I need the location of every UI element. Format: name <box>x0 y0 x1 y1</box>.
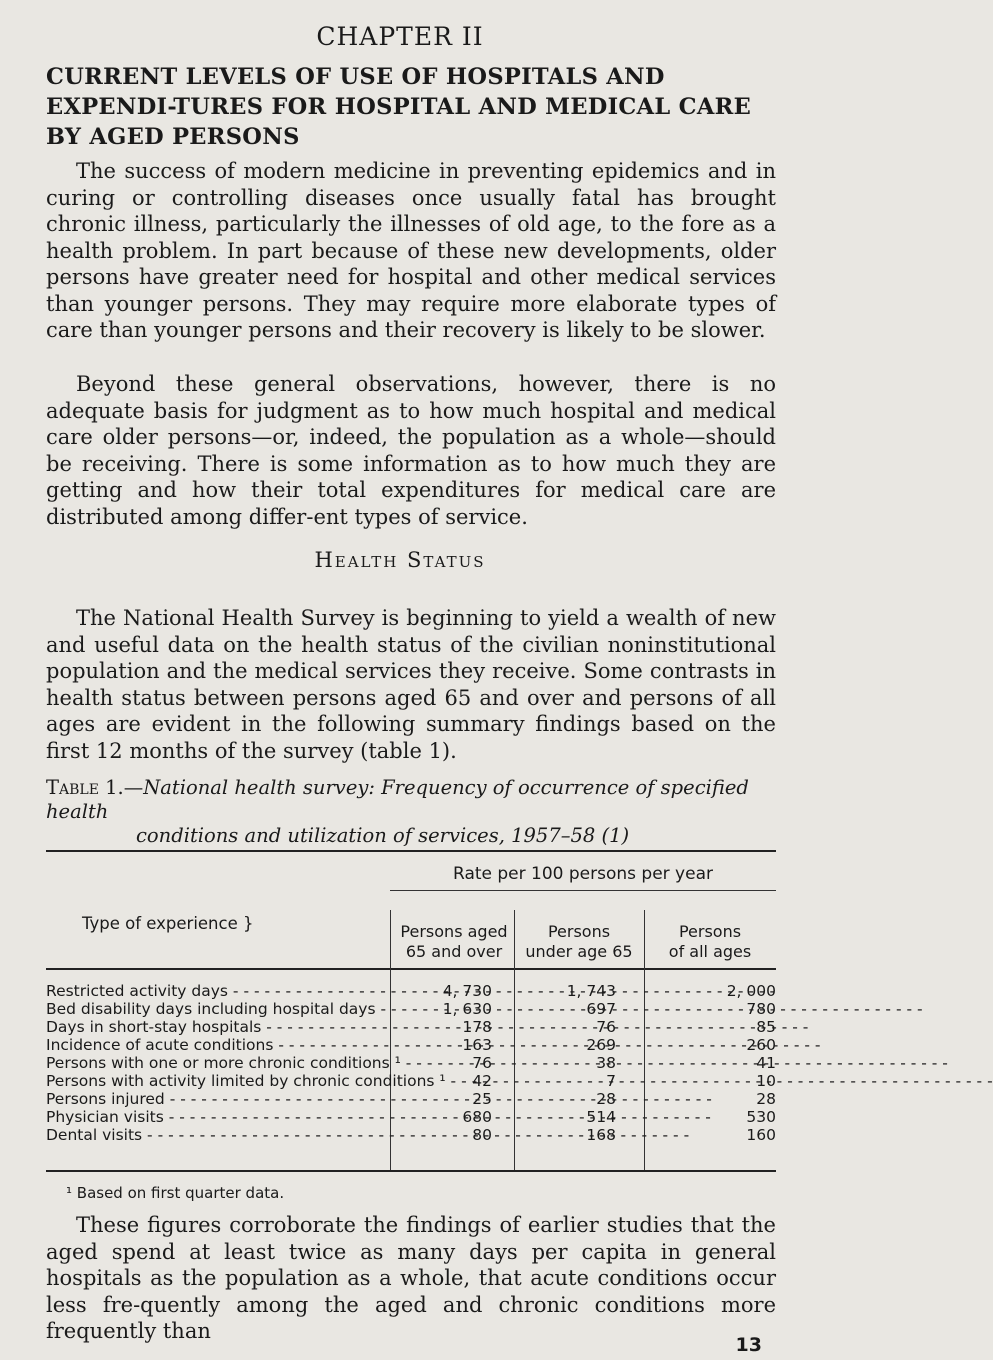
row-label: Days in short-stay hospitals - - - <box>46 1018 382 1036</box>
page-number: 13 <box>735 1334 762 1356</box>
cell-under-65: 269 <box>586 1036 616 1054</box>
cell-all-ages: 10 <box>756 1072 776 1090</box>
cell-65-and-over: 1, 630 <box>442 1000 492 1018</box>
column-header-line: under age 65 <box>525 942 633 961</box>
column-header-line: Persons <box>547 922 611 941</box>
table-caption-lead: Table 1.— <box>46 776 144 799</box>
row-label: Incidence of acute conditions - - - <box>46 1036 382 1054</box>
type-of-experience-header: Type of experience } <box>82 914 254 933</box>
cell-65-and-over: 80 <box>472 1126 492 1144</box>
cell-all-ages: 530 <box>746 1108 776 1126</box>
table-top-rule <box>46 850 776 852</box>
table-caption-line1: National health survey: Frequency of occurrence of specified health <box>46 776 749 823</box>
table-row <box>46 982 776 1000</box>
table-row <box>46 1054 776 1072</box>
cell-all-ages: 160 <box>746 1126 776 1144</box>
cell-65-and-over: 4, 730 <box>442 982 492 1000</box>
chapter-heading: CHAPTER II <box>316 22 484 51</box>
row-label: Persons injured - - - <box>46 1090 382 1108</box>
table-row <box>46 1018 776 1036</box>
paragraph: The National Health Survey is beginning to yield a wealth of new and useful data on the health status of the civilian noninstitutional population and the medical services they receive. Some contrasts in health status between persons aged 65 and over and persons of all ages are evident in the following summary findings based on the first 12 months of the survey (table 1). <box>46 606 776 763</box>
cell-under-65: 168 <box>586 1126 616 1144</box>
cell-65-and-over: 680 <box>462 1108 492 1126</box>
column-header-65-and-over <box>394 922 514 962</box>
cell-65-and-over: 76 <box>472 1054 492 1072</box>
table-row <box>46 1072 776 1090</box>
rate-header: Rate per 100 persons per year <box>453 864 713 884</box>
chapter-title: CURRENT LEVELS OF USE OF HOSPITALS AND EXPENDI-TURES FOR HOSPITAL AND MEDICAL CARE BY AGED PERSONS <box>46 64 752 150</box>
row-label: Physician visits - - - <box>46 1108 382 1126</box>
cell-under-65: 38 <box>596 1054 616 1072</box>
row-label: Restricted activity days - - - <box>46 982 382 1000</box>
paragraph: These figures corroborate the findings of earlier studies that the aged spend at least twice as many days per capita in general hospitals as the population as a whole, that acute conditions occur less fre-quently among the aged and chronic conditions more frequently than <box>46 1213 776 1343</box>
cell-65-and-over: 163 <box>462 1036 492 1054</box>
cell-65-and-over: 25 <box>472 1090 492 1108</box>
section-heading: Health Status <box>314 548 486 572</box>
row-label: Bed disability days including hospital days - - - <box>46 1000 382 1018</box>
cell-65-and-over: 42 <box>472 1072 492 1090</box>
table-row <box>46 1108 776 1126</box>
cell-under-65: 76 <box>596 1018 616 1036</box>
table-caption <box>46 776 776 848</box>
cell-under-65: 28 <box>596 1090 616 1108</box>
cell-under-65: 514 <box>586 1108 616 1126</box>
table-row <box>46 1000 776 1018</box>
paragraph: Beyond these general observations, however, there is no adequate basis for judgment as to how much hospital and medical care older persons—or, indeed, the population as a whole—should be receiving. There is some information as to how much they are getting and how their total expenditures for medical care are distributed among differ-ent types of service. <box>46 372 776 529</box>
table-bottom-rule <box>46 1170 776 1172</box>
cell-all-ages: 28 <box>756 1090 776 1108</box>
table-row <box>46 1036 776 1054</box>
cell-under-65: 1, 743 <box>566 982 616 1000</box>
cell-under-65: 697 <box>586 1000 616 1018</box>
column-header-line: 65 and over <box>405 942 503 961</box>
column-header-line: Persons aged <box>400 922 508 941</box>
table-row <box>46 1090 776 1108</box>
cell-all-ages: 260 <box>746 1036 776 1054</box>
row-label: Dental visits - - - <box>46 1126 382 1144</box>
column-header-line: of all ages <box>668 942 752 961</box>
table-row <box>46 1126 776 1144</box>
column-header-all-ages <box>644 922 776 962</box>
table-footnote: ¹ Based on first quarter data. <box>66 1184 285 1202</box>
table-header-rule <box>46 968 776 970</box>
cell-all-ages: 85 <box>756 1018 776 1036</box>
column-header-line: Persons <box>678 922 742 941</box>
column-header-under-65 <box>514 922 644 962</box>
cell-all-ages: 2, 000 <box>726 982 776 1000</box>
cell-all-ages: 41 <box>756 1054 776 1072</box>
paragraph: The success of modern medicine in preventing epidemics and in curing or controlling diseases once usually fatal has brought chronic illness, particularly the illnesses of old age, to the fore as a health problem. In part because of these new developments, older persons have greater need for hospital and other medical services than younger persons. They may require more elaborate types of care than younger persons and their recovery is likely to be slower. <box>46 159 776 342</box>
cell-65-and-over: 178 <box>462 1018 492 1036</box>
row-label: Persons with one or more chronic conditions ¹ - - - <box>46 1054 382 1072</box>
table-caption-line2: conditions and utilization of services, 1957–58 (1) <box>136 824 630 847</box>
row-label: Persons with activity limited by chronic conditions ¹ - - - <box>46 1072 382 1090</box>
cell-all-ages: 780 <box>746 1000 776 1018</box>
rate-rule <box>390 890 776 891</box>
cell-under-65: 7 <box>606 1072 616 1090</box>
